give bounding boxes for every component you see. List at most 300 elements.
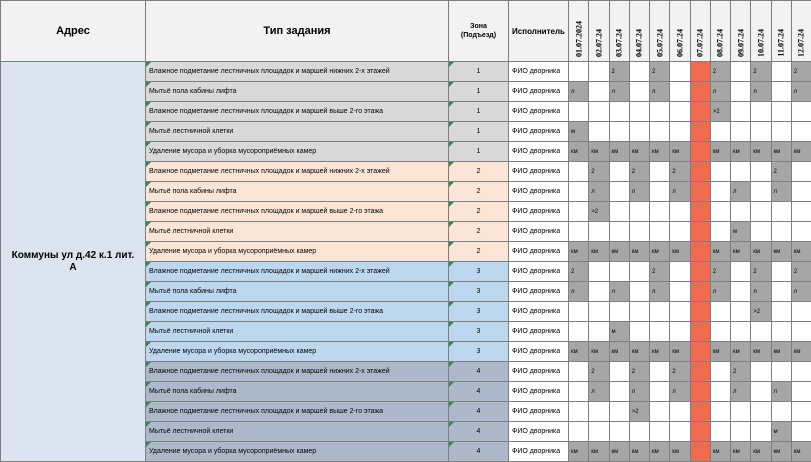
day-cell[interactable]: л (650, 282, 670, 302)
day-cell[interactable] (670, 82, 690, 102)
day-cell[interactable] (751, 122, 771, 142)
today-cell[interactable] (690, 442, 710, 462)
today-cell[interactable] (690, 302, 710, 322)
zone-cell[interactable]: 2 (449, 162, 509, 182)
day-cell[interactable]: 2 (589, 362, 609, 382)
task-cell[interactable]: Влажное подметание лестничных площадок и маршей выше 2-го этажа (146, 302, 449, 322)
task-cell[interactable]: Влажное подметание лестничных площадок и маршей выше 2-го этажа (146, 402, 449, 422)
day-cell[interactable]: км (791, 342, 811, 362)
day-cell[interactable] (771, 202, 791, 222)
day-cell[interactable] (710, 362, 730, 382)
day-cell[interactable]: 2 (670, 362, 690, 382)
day-cell[interactable]: км (650, 342, 670, 362)
task-cell[interactable]: Мытьё лестничной клетки (146, 122, 449, 142)
day-cell[interactable] (670, 302, 690, 322)
task-cell[interactable]: Удаление мусора и уборка мусороприёмных камер (146, 242, 449, 262)
day-cell[interactable]: л (710, 82, 730, 102)
day-cell[interactable] (751, 382, 771, 402)
task-cell[interactable]: Влажное подметание лестничных площадок и маршей нижних 2-х этажей (146, 362, 449, 382)
day-cell[interactable]: км (791, 242, 811, 262)
day-cell[interactable] (751, 182, 771, 202)
header-task-type[interactable]: Тип задания (146, 1, 449, 62)
day-cell[interactable]: >2 (589, 202, 609, 222)
day-cell[interactable]: л (751, 282, 771, 302)
day-cell[interactable] (731, 402, 751, 422)
day-cell[interactable] (771, 322, 791, 342)
day-cell[interactable] (650, 382, 670, 402)
day-cell[interactable] (569, 422, 589, 442)
executor-cell[interactable]: ФИО дворника (509, 222, 569, 242)
day-cell[interactable]: л (650, 82, 670, 102)
executor-cell[interactable]: ФИО дворника (509, 202, 569, 222)
day-cell[interactable] (731, 122, 751, 142)
day-cell[interactable] (629, 202, 649, 222)
address-cell[interactable]: Коммуны ул д.42 к.1 лит. А (1, 62, 146, 462)
day-cell[interactable]: л (569, 82, 589, 102)
day-cell[interactable]: 2 (569, 262, 589, 282)
day-cell[interactable] (609, 102, 629, 122)
day-cell[interactable] (751, 422, 771, 442)
task-cell[interactable]: Удаление мусора и уборка мусороприёмных камер (146, 342, 449, 362)
day-cell[interactable] (670, 202, 690, 222)
header-executor[interactable]: Исполнитель (509, 1, 569, 62)
day-cell[interactable] (751, 222, 771, 242)
day-cell[interactable]: л (629, 182, 649, 202)
day-cell[interactable] (670, 102, 690, 122)
day-cell[interactable]: м (731, 222, 751, 242)
task-cell[interactable]: Влажное подметание лестничных площадок и маршей выше 2-го этажа (146, 102, 449, 122)
day-cell[interactable]: 2 (751, 62, 771, 82)
day-cell[interactable] (609, 382, 629, 402)
day-cell[interactable]: км (710, 142, 730, 162)
day-cell[interactable] (589, 402, 609, 422)
day-cell[interactable] (650, 402, 670, 422)
today-cell[interactable] (690, 162, 710, 182)
day-cell[interactable]: л (791, 282, 811, 302)
day-cell[interactable]: л (731, 182, 751, 202)
day-cell[interactable] (670, 122, 690, 142)
day-cell[interactable] (650, 322, 670, 342)
task-cell[interactable]: Удаление мусора и уборка мусороприёмных камер (146, 442, 449, 462)
task-cell[interactable]: Влажное подметание лестничных площадок и маршей нижних 2-х этажей (146, 262, 449, 282)
day-cell[interactable]: км (771, 342, 791, 362)
executor-cell[interactable]: ФИО дворника (509, 82, 569, 102)
day-cell[interactable]: 2 (650, 262, 670, 282)
day-cell[interactable]: км (650, 442, 670, 462)
task-cell[interactable]: Мытьё лестничной клетки (146, 222, 449, 242)
day-cell[interactable] (791, 322, 811, 342)
zone-cell[interactable]: 3 (449, 262, 509, 282)
day-cell[interactable]: км (589, 242, 609, 262)
day-cell[interactable]: км (791, 142, 811, 162)
day-cell[interactable]: км (710, 342, 730, 362)
header-date-9[interactable] (731, 1, 751, 62)
day-cell[interactable]: л (731, 382, 751, 402)
task-cell[interactable]: Влажное подметание лестничных площадок и маршей нижних 2-х этажей (146, 162, 449, 182)
day-cell[interactable] (629, 102, 649, 122)
day-cell[interactable]: км (731, 442, 751, 462)
day-cell[interactable] (710, 202, 730, 222)
day-cell[interactable]: км (710, 442, 730, 462)
zone-cell[interactable]: 2 (449, 222, 509, 242)
day-cell[interactable] (609, 222, 629, 242)
day-cell[interactable]: км (609, 242, 629, 262)
day-cell[interactable]: >2 (629, 402, 649, 422)
day-cell[interactable] (710, 382, 730, 402)
today-cell[interactable] (690, 222, 710, 242)
day-cell[interactable] (589, 322, 609, 342)
day-cell[interactable]: км (569, 242, 589, 262)
day-cell[interactable] (629, 322, 649, 342)
day-cell[interactable] (710, 302, 730, 322)
day-cell[interactable]: км (569, 442, 589, 462)
day-cell[interactable]: км (751, 242, 771, 262)
day-cell[interactable] (791, 402, 811, 422)
day-cell[interactable] (791, 162, 811, 182)
task-cell[interactable]: Мытьё лестничной клетки (146, 322, 449, 342)
day-cell[interactable] (771, 82, 791, 102)
header-date-4[interactable] (629, 1, 649, 62)
zone-cell[interactable]: 2 (449, 182, 509, 202)
day-cell[interactable] (731, 102, 751, 122)
day-cell[interactable] (670, 422, 690, 442)
today-cell[interactable] (690, 382, 710, 402)
day-cell[interactable] (569, 102, 589, 122)
zone-cell[interactable]: 2 (449, 242, 509, 262)
day-cell[interactable]: л (609, 82, 629, 102)
day-cell[interactable]: 2 (670, 162, 690, 182)
day-cell[interactable] (791, 202, 811, 222)
day-cell[interactable] (629, 82, 649, 102)
day-cell[interactable]: м (569, 122, 589, 142)
day-cell[interactable] (650, 162, 670, 182)
task-cell[interactable]: Влажное подметание лестничных площадок и маршей нижних 2-х этажей (146, 62, 449, 82)
day-cell[interactable] (670, 262, 690, 282)
day-cell[interactable] (710, 222, 730, 242)
day-cell[interactable] (710, 402, 730, 422)
day-cell[interactable]: км (650, 242, 670, 262)
day-cell[interactable] (609, 162, 629, 182)
day-cell[interactable]: км (791, 442, 811, 462)
day-cell[interactable] (569, 402, 589, 422)
day-cell[interactable] (710, 322, 730, 342)
day-cell[interactable] (629, 122, 649, 142)
day-cell[interactable] (791, 382, 811, 402)
zone-cell[interactable]: 1 (449, 102, 509, 122)
day-cell[interactable]: км (609, 442, 629, 462)
day-cell[interactable] (650, 422, 670, 442)
day-cell[interactable] (791, 182, 811, 202)
day-cell[interactable] (731, 162, 751, 182)
day-cell[interactable]: 2 (751, 262, 771, 282)
header-date-8[interactable] (710, 1, 730, 62)
day-cell[interactable]: км (731, 142, 751, 162)
today-cell[interactable] (690, 282, 710, 302)
executor-cell[interactable]: ФИО дворника (509, 382, 569, 402)
day-cell[interactable]: л (791, 82, 811, 102)
zone-cell[interactable]: 4 (449, 402, 509, 422)
day-cell[interactable] (609, 402, 629, 422)
day-cell[interactable] (771, 62, 791, 82)
day-cell[interactable]: км (629, 442, 649, 462)
executor-cell[interactable]: ФИО дворника (509, 282, 569, 302)
day-cell[interactable] (650, 362, 670, 382)
day-cell[interactable] (589, 82, 609, 102)
day-cell[interactable] (569, 222, 589, 242)
day-cell[interactable] (589, 302, 609, 322)
executor-cell[interactable]: ФИО дворника (509, 242, 569, 262)
day-cell[interactable] (670, 282, 690, 302)
day-cell[interactable]: км (650, 142, 670, 162)
zone-cell[interactable]: 3 (449, 282, 509, 302)
executor-cell[interactable]: ФИО дворника (509, 162, 569, 182)
day-cell[interactable] (589, 422, 609, 442)
zone-cell[interactable]: 1 (449, 142, 509, 162)
day-cell[interactable] (731, 202, 751, 222)
day-cell[interactable] (771, 102, 791, 122)
day-cell[interactable]: л (609, 282, 629, 302)
zone-cell[interactable]: 4 (449, 422, 509, 442)
zone-cell[interactable]: 4 (449, 382, 509, 402)
day-cell[interactable] (771, 302, 791, 322)
day-cell[interactable] (589, 282, 609, 302)
day-cell[interactable]: км (751, 342, 771, 362)
task-cell[interactable]: Мытьё пола кабины лифта (146, 182, 449, 202)
day-cell[interactable] (650, 302, 670, 322)
day-cell[interactable] (670, 402, 690, 422)
header-date-3[interactable] (609, 1, 629, 62)
day-cell[interactable]: км (589, 342, 609, 362)
day-cell[interactable]: 2 (589, 162, 609, 182)
day-cell[interactable] (609, 202, 629, 222)
task-cell[interactable]: Удаление мусора и уборка мусороприёмных камер (146, 142, 449, 162)
day-cell[interactable] (569, 322, 589, 342)
task-cell[interactable]: Мытьё пола кабины лифта (146, 382, 449, 402)
header-date-1[interactable] (569, 1, 589, 62)
day-cell[interactable]: км (609, 142, 629, 162)
day-cell[interactable] (629, 282, 649, 302)
header-address[interactable]: Адрес (1, 1, 146, 62)
day-cell[interactable] (731, 82, 751, 102)
day-cell[interactable] (569, 302, 589, 322)
day-cell[interactable] (569, 162, 589, 182)
day-cell[interactable] (751, 322, 771, 342)
day-cell[interactable] (710, 422, 730, 442)
day-cell[interactable] (670, 222, 690, 242)
day-cell[interactable] (791, 122, 811, 142)
zone-cell[interactable]: 1 (449, 82, 509, 102)
executor-cell[interactable]: ФИО дворника (509, 342, 569, 362)
header-date-2[interactable] (589, 1, 609, 62)
executor-cell[interactable]: ФИО дворника (509, 62, 569, 82)
day-cell[interactable]: л (710, 282, 730, 302)
day-cell[interactable]: л (670, 382, 690, 402)
day-cell[interactable] (629, 422, 649, 442)
today-cell[interactable] (690, 242, 710, 262)
today-cell[interactable] (690, 402, 710, 422)
zone-cell[interactable]: 2 (449, 202, 509, 222)
day-cell[interactable]: км (771, 142, 791, 162)
day-cell[interactable]: л (589, 382, 609, 402)
day-cell[interactable] (771, 362, 791, 382)
header-date-11[interactable] (771, 1, 791, 62)
zone-cell[interactable]: 3 (449, 342, 509, 362)
day-cell[interactable] (609, 122, 629, 142)
day-cell[interactable]: 2 (791, 262, 811, 282)
day-cell[interactable] (629, 262, 649, 282)
day-cell[interactable] (710, 122, 730, 142)
day-cell[interactable]: м (771, 422, 791, 442)
day-cell[interactable]: км (670, 342, 690, 362)
day-cell[interactable]: л (569, 282, 589, 302)
day-cell[interactable]: л (771, 382, 791, 402)
executor-cell[interactable]: ФИО дворника (509, 362, 569, 382)
day-cell[interactable] (731, 322, 751, 342)
day-cell[interactable] (569, 182, 589, 202)
day-cell[interactable] (609, 362, 629, 382)
day-cell[interactable] (609, 422, 629, 442)
day-cell[interactable] (629, 62, 649, 82)
day-cell[interactable]: км (710, 242, 730, 262)
day-cell[interactable] (751, 162, 771, 182)
day-cell[interactable] (650, 222, 670, 242)
day-cell[interactable] (771, 282, 791, 302)
today-cell[interactable] (690, 342, 710, 362)
zone-cell[interactable]: 3 (449, 302, 509, 322)
day-cell[interactable] (731, 302, 751, 322)
day-cell[interactable]: км (629, 142, 649, 162)
day-cell[interactable] (589, 102, 609, 122)
day-cell[interactable]: м (609, 322, 629, 342)
executor-cell[interactable]: ФИО дворника (509, 302, 569, 322)
day-cell[interactable] (791, 222, 811, 242)
today-cell[interactable] (690, 422, 710, 442)
day-cell[interactable]: л (751, 82, 771, 102)
header-date-10[interactable] (751, 1, 771, 62)
day-cell[interactable]: 2 (650, 62, 670, 82)
day-cell[interactable]: 2 (609, 62, 629, 82)
zone-cell[interactable]: 1 (449, 62, 509, 82)
day-cell[interactable] (589, 62, 609, 82)
day-cell[interactable]: л (589, 182, 609, 202)
day-cell[interactable] (650, 202, 670, 222)
day-cell[interactable] (609, 262, 629, 282)
day-cell[interactable] (569, 62, 589, 82)
day-cell[interactable] (710, 162, 730, 182)
day-cell[interactable] (751, 402, 771, 422)
day-cell[interactable]: км (751, 142, 771, 162)
day-cell[interactable]: 2 (731, 362, 751, 382)
today-cell[interactable] (690, 142, 710, 162)
day-cell[interactable]: >2 (751, 302, 771, 322)
day-cell[interactable] (771, 122, 791, 142)
day-cell[interactable]: 2 (629, 362, 649, 382)
day-cell[interactable]: 2 (629, 162, 649, 182)
header-date-7[interactable] (690, 1, 710, 62)
day-cell[interactable]: км (569, 142, 589, 162)
day-cell[interactable] (609, 182, 629, 202)
day-cell[interactable]: км (589, 442, 609, 462)
day-cell[interactable] (670, 62, 690, 82)
day-cell[interactable] (650, 182, 670, 202)
day-cell[interactable] (569, 202, 589, 222)
zone-cell[interactable]: 1 (449, 122, 509, 142)
day-cell[interactable]: км (731, 342, 751, 362)
day-cell[interactable] (751, 202, 771, 222)
executor-cell[interactable]: ФИО дворника (509, 102, 569, 122)
day-cell[interactable] (791, 362, 811, 382)
day-cell[interactable] (589, 262, 609, 282)
executor-cell[interactable]: ФИО дворника (509, 122, 569, 142)
day-cell[interactable]: л (670, 182, 690, 202)
day-cell[interactable]: 2 (710, 62, 730, 82)
executor-cell[interactable]: ФИО дворника (509, 322, 569, 342)
day-cell[interactable]: 2 (710, 262, 730, 282)
day-cell[interactable] (629, 222, 649, 242)
day-cell[interactable] (650, 122, 670, 142)
day-cell[interactable]: км (569, 342, 589, 362)
day-cell[interactable]: км (589, 142, 609, 162)
today-cell[interactable] (690, 182, 710, 202)
task-cell[interactable]: Мытьё пола кабины лифта (146, 82, 449, 102)
day-cell[interactable]: км (771, 442, 791, 462)
day-cell[interactable] (751, 102, 771, 122)
day-cell[interactable] (589, 222, 609, 242)
day-cell[interactable] (670, 322, 690, 342)
day-cell[interactable]: 2 (791, 62, 811, 82)
day-cell[interactable]: км (670, 242, 690, 262)
day-cell[interactable] (771, 402, 791, 422)
day-cell[interactable]: км (629, 242, 649, 262)
day-cell[interactable]: км (731, 242, 751, 262)
day-cell[interactable] (751, 362, 771, 382)
day-cell[interactable]: л (629, 382, 649, 402)
day-cell[interactable]: км (609, 342, 629, 362)
header-date-6[interactable] (670, 1, 690, 62)
executor-cell[interactable]: ФИО дворника (509, 142, 569, 162)
day-cell[interactable]: >2 (710, 102, 730, 122)
day-cell[interactable]: км (670, 442, 690, 462)
day-cell[interactable] (731, 422, 751, 442)
zone-cell[interactable]: 4 (449, 442, 509, 462)
today-cell[interactable] (690, 322, 710, 342)
day-cell[interactable] (731, 62, 751, 82)
today-cell[interactable] (690, 202, 710, 222)
day-cell[interactable] (771, 222, 791, 242)
day-cell[interactable] (650, 102, 670, 122)
today-cell[interactable] (690, 82, 710, 102)
day-cell[interactable]: 2 (771, 162, 791, 182)
day-cell[interactable] (791, 302, 811, 322)
today-cell[interactable] (690, 122, 710, 142)
today-cell[interactable] (690, 102, 710, 122)
today-cell[interactable] (690, 62, 710, 82)
day-cell[interactable]: км (670, 142, 690, 162)
day-cell[interactable]: км (629, 342, 649, 362)
day-cell[interactable]: км (751, 442, 771, 462)
day-cell[interactable] (589, 122, 609, 142)
day-cell[interactable] (791, 422, 811, 442)
day-cell[interactable] (609, 302, 629, 322)
day-cell[interactable] (569, 362, 589, 382)
day-cell[interactable] (629, 302, 649, 322)
executor-cell[interactable]: ФИО дворника (509, 182, 569, 202)
day-cell[interactable] (731, 282, 751, 302)
day-cell[interactable] (791, 102, 811, 122)
day-cell[interactable] (771, 262, 791, 282)
executor-cell[interactable]: ФИО дворника (509, 422, 569, 442)
today-cell[interactable] (690, 262, 710, 282)
